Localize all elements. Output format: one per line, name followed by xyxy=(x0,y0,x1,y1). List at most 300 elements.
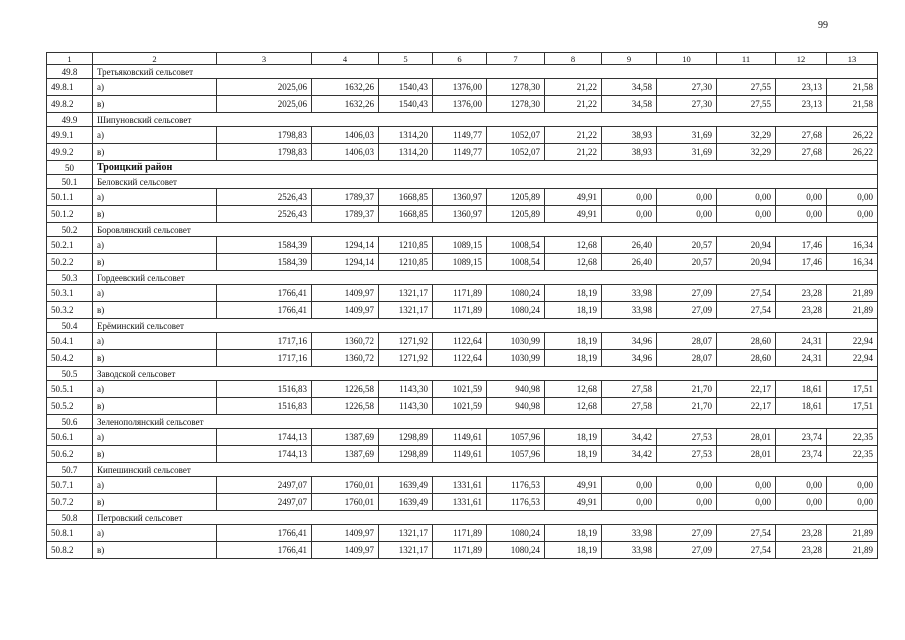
section-row xyxy=(47,463,878,477)
value-cell: 1122,64 xyxy=(433,333,487,350)
value-cell: 1360,97 xyxy=(433,206,487,223)
value-cell: 1766,41 xyxy=(217,525,312,542)
value-cell: 31,69 xyxy=(657,127,717,144)
value-cell: 18,19 xyxy=(545,350,602,367)
table-row xyxy=(47,477,878,494)
table-row xyxy=(47,127,878,144)
row-label: а) xyxy=(93,429,217,446)
value-cell: 0,00 xyxy=(657,206,717,223)
table-row xyxy=(47,542,878,559)
value-cell: 23,28 xyxy=(776,542,827,559)
value-cell: 2497,07 xyxy=(217,477,312,494)
value-cell: 1271,92 xyxy=(379,350,433,367)
value-cell: 1089,15 xyxy=(433,254,487,271)
table-row xyxy=(47,446,878,463)
value-cell: 22,17 xyxy=(717,398,776,415)
table-row xyxy=(47,398,878,415)
value-cell: 1057,96 xyxy=(487,429,545,446)
value-cell: 1176,53 xyxy=(487,477,545,494)
value-cell: 1331,61 xyxy=(433,477,487,494)
value-cell: 1143,30 xyxy=(379,398,433,415)
value-cell: 18,19 xyxy=(545,302,602,319)
value-cell: 33,98 xyxy=(602,285,657,302)
row-code: 50.5.1 xyxy=(47,381,93,398)
value-cell: 1080,24 xyxy=(487,285,545,302)
value-cell: 27,30 xyxy=(657,96,717,113)
row-label: в) xyxy=(93,254,217,271)
section-code: 50.3 xyxy=(47,271,93,285)
value-cell: 18,19 xyxy=(545,285,602,302)
value-cell: 1321,17 xyxy=(379,525,433,542)
table-row xyxy=(47,237,878,254)
value-cell: 32,29 xyxy=(717,127,776,144)
value-cell: 38,93 xyxy=(602,144,657,161)
column-header: 5 xyxy=(379,53,433,65)
row-label: в) xyxy=(93,350,217,367)
value-cell: 2526,43 xyxy=(217,189,312,206)
table-row xyxy=(47,254,878,271)
value-cell: 22,17 xyxy=(717,381,776,398)
value-cell: 1409,97 xyxy=(312,525,379,542)
section-row xyxy=(47,65,878,79)
value-cell: 0,00 xyxy=(717,189,776,206)
row-label: в) xyxy=(93,494,217,511)
value-cell: 12,68 xyxy=(545,398,602,415)
row-code: 50.3.2 xyxy=(47,302,93,319)
row-code: 50.4.2 xyxy=(47,350,93,367)
value-cell: 21,58 xyxy=(827,96,878,113)
value-cell: 12,68 xyxy=(545,254,602,271)
value-cell: 1057,96 xyxy=(487,446,545,463)
value-cell: 27,09 xyxy=(657,525,717,542)
value-cell: 28,01 xyxy=(717,446,776,463)
value-cell: 0,00 xyxy=(827,477,878,494)
row-label: в) xyxy=(93,542,217,559)
value-cell: 23,13 xyxy=(776,96,827,113)
value-cell: 0,00 xyxy=(602,206,657,223)
value-cell: 27,68 xyxy=(776,127,827,144)
value-cell: 17,51 xyxy=(827,398,878,415)
value-cell: 16,34 xyxy=(827,254,878,271)
value-cell: 28,07 xyxy=(657,350,717,367)
value-cell: 1278,30 xyxy=(487,79,545,96)
table-row xyxy=(47,350,878,367)
value-cell: 20,57 xyxy=(657,237,717,254)
value-cell: 1021,59 xyxy=(433,381,487,398)
value-cell: 2497,07 xyxy=(217,494,312,511)
row-label: в) xyxy=(93,144,217,161)
row-label: а) xyxy=(93,127,217,144)
value-cell: 27,09 xyxy=(657,542,717,559)
value-cell: 28,60 xyxy=(717,350,776,367)
row-label: в) xyxy=(93,206,217,223)
section-code: 50.4 xyxy=(47,319,93,333)
row-code: 49.9.2 xyxy=(47,144,93,161)
value-cell: 1171,89 xyxy=(433,285,487,302)
section-code: 50.2 xyxy=(47,223,93,237)
table-row xyxy=(47,525,878,542)
column-header: 11 xyxy=(717,53,776,65)
value-cell: 33,98 xyxy=(602,542,657,559)
column-header: 9 xyxy=(602,53,657,65)
row-label: а) xyxy=(93,333,217,350)
table-row xyxy=(47,206,878,223)
value-cell: 1210,85 xyxy=(379,237,433,254)
row-code: 50.5.2 xyxy=(47,398,93,415)
row-label: а) xyxy=(93,381,217,398)
value-cell: 1298,89 xyxy=(379,429,433,446)
value-cell: 1149,61 xyxy=(433,429,487,446)
row-code: 50.8.2 xyxy=(47,542,93,559)
section-row xyxy=(47,271,878,285)
section-name: Третьяковский сельсовет xyxy=(93,65,878,79)
section-name: Петровский сельсовет xyxy=(93,511,878,525)
value-cell: 1294,14 xyxy=(312,254,379,271)
value-cell: 1744,13 xyxy=(217,429,312,446)
value-cell: 0,00 xyxy=(776,494,827,511)
value-cell: 1321,17 xyxy=(379,285,433,302)
value-cell: 27,55 xyxy=(717,96,776,113)
value-cell: 21,22 xyxy=(545,144,602,161)
value-cell: 1540,43 xyxy=(379,79,433,96)
value-cell: 1294,14 xyxy=(312,237,379,254)
value-cell: 17,46 xyxy=(776,254,827,271)
header-row xyxy=(47,53,878,65)
section-code: 50 xyxy=(47,161,93,175)
column-header: 8 xyxy=(545,53,602,65)
value-cell: 0,00 xyxy=(776,189,827,206)
value-cell: 17,46 xyxy=(776,237,827,254)
table-row xyxy=(47,429,878,446)
value-cell: 26,22 xyxy=(827,127,878,144)
table-row xyxy=(47,189,878,206)
value-cell: 38,93 xyxy=(602,127,657,144)
value-cell: 23,28 xyxy=(776,302,827,319)
value-cell: 1314,20 xyxy=(379,127,433,144)
value-cell: 18,19 xyxy=(545,542,602,559)
value-cell: 1052,07 xyxy=(487,144,545,161)
value-cell: 1766,41 xyxy=(217,285,312,302)
value-cell: 34,42 xyxy=(602,429,657,446)
value-cell: 0,00 xyxy=(657,494,717,511)
value-cell: 1008,54 xyxy=(487,254,545,271)
value-cell: 1321,17 xyxy=(379,542,433,559)
value-cell: 1584,39 xyxy=(217,237,312,254)
section-code: 50.6 xyxy=(47,415,93,429)
value-cell: 1760,01 xyxy=(312,477,379,494)
value-cell: 1632,26 xyxy=(312,79,379,96)
value-cell: 2025,06 xyxy=(217,96,312,113)
value-cell: 27,09 xyxy=(657,302,717,319)
value-cell: 1584,39 xyxy=(217,254,312,271)
row-code: 50.2.1 xyxy=(47,237,93,254)
value-cell: 1278,30 xyxy=(487,96,545,113)
row-code: 50.7.2 xyxy=(47,494,93,511)
value-cell: 0,00 xyxy=(827,494,878,511)
value-cell: 34,42 xyxy=(602,446,657,463)
value-cell: 1406,03 xyxy=(312,127,379,144)
value-cell: 27,54 xyxy=(717,285,776,302)
value-cell: 0,00 xyxy=(602,477,657,494)
value-cell: 1271,92 xyxy=(379,333,433,350)
table-row xyxy=(47,79,878,96)
row-label: в) xyxy=(93,96,217,113)
value-cell: 28,07 xyxy=(657,333,717,350)
value-cell: 0,00 xyxy=(717,494,776,511)
value-cell: 1298,89 xyxy=(379,446,433,463)
tariff-table xyxy=(46,52,878,559)
value-cell: 1798,83 xyxy=(217,127,312,144)
section-row xyxy=(47,175,878,189)
value-cell: 0,00 xyxy=(717,206,776,223)
value-cell: 1052,07 xyxy=(487,127,545,144)
value-cell: 0,00 xyxy=(657,477,717,494)
value-cell: 1143,30 xyxy=(379,381,433,398)
value-cell: 1021,59 xyxy=(433,398,487,415)
row-code: 50.1.1 xyxy=(47,189,93,206)
section-row xyxy=(47,113,878,127)
value-cell: 23,74 xyxy=(776,446,827,463)
value-cell: 1376,00 xyxy=(433,79,487,96)
section-code: 49.8 xyxy=(47,65,93,79)
value-cell: 49,91 xyxy=(545,494,602,511)
value-cell: 49,91 xyxy=(545,189,602,206)
value-cell: 0,00 xyxy=(827,206,878,223)
value-cell: 21,22 xyxy=(545,127,602,144)
value-cell: 940,98 xyxy=(487,381,545,398)
column-header: 13 xyxy=(827,53,878,65)
value-cell: 1766,41 xyxy=(217,542,312,559)
value-cell: 1171,89 xyxy=(433,302,487,319)
value-cell: 21,22 xyxy=(545,96,602,113)
value-cell: 1360,72 xyxy=(312,333,379,350)
value-cell: 34,58 xyxy=(602,96,657,113)
value-cell: 27,09 xyxy=(657,285,717,302)
value-cell: 0,00 xyxy=(827,189,878,206)
value-cell: 1080,24 xyxy=(487,542,545,559)
value-cell: 18,19 xyxy=(545,333,602,350)
value-cell: 33,98 xyxy=(602,525,657,542)
value-cell: 1387,69 xyxy=(312,446,379,463)
value-cell: 1360,97 xyxy=(433,189,487,206)
district-row xyxy=(47,161,878,175)
column-header: 1 xyxy=(47,53,93,65)
value-cell: 0,00 xyxy=(602,494,657,511)
section-name: Боровлянский сельсовет xyxy=(93,223,878,237)
value-cell: 1205,89 xyxy=(487,189,545,206)
value-cell: 34,96 xyxy=(602,333,657,350)
value-cell: 27,55 xyxy=(717,79,776,96)
value-cell: 1540,43 xyxy=(379,96,433,113)
section-name: Гордеевский сельсовет xyxy=(93,271,878,285)
value-cell: 18,19 xyxy=(545,446,602,463)
row-code: 50.6.2 xyxy=(47,446,93,463)
value-cell: 21,70 xyxy=(657,398,717,415)
value-cell: 23,28 xyxy=(776,285,827,302)
value-cell: 1314,20 xyxy=(379,144,433,161)
value-cell: 27,53 xyxy=(657,446,717,463)
value-cell: 27,58 xyxy=(602,381,657,398)
column-header: 6 xyxy=(433,53,487,65)
value-cell: 21,89 xyxy=(827,285,878,302)
value-cell: 1409,97 xyxy=(312,302,379,319)
value-cell: 23,13 xyxy=(776,79,827,96)
table-row xyxy=(47,285,878,302)
value-cell: 1205,89 xyxy=(487,206,545,223)
section-code: 49.9 xyxy=(47,113,93,127)
value-cell: 26,22 xyxy=(827,144,878,161)
value-cell: 1516,83 xyxy=(217,398,312,415)
column-header: 10 xyxy=(657,53,717,65)
row-code: 50.3.1 xyxy=(47,285,93,302)
value-cell: 27,54 xyxy=(717,542,776,559)
value-cell: 26,40 xyxy=(602,237,657,254)
row-code: 50.6.1 xyxy=(47,429,93,446)
value-cell: 22,35 xyxy=(827,446,878,463)
value-cell: 32,29 xyxy=(717,144,776,161)
value-cell: 16,34 xyxy=(827,237,878,254)
table-body xyxy=(47,53,878,559)
value-cell: 1331,61 xyxy=(433,494,487,511)
row-label: в) xyxy=(93,302,217,319)
row-code: 49.8.2 xyxy=(47,96,93,113)
value-cell: 1406,03 xyxy=(312,144,379,161)
row-label: а) xyxy=(93,525,217,542)
value-cell: 34,58 xyxy=(602,79,657,96)
row-label: а) xyxy=(93,477,217,494)
value-cell: 12,68 xyxy=(545,237,602,254)
value-cell: 0,00 xyxy=(776,477,827,494)
section-code: 50.7 xyxy=(47,463,93,477)
value-cell: 24,31 xyxy=(776,333,827,350)
value-cell: 1717,16 xyxy=(217,350,312,367)
value-cell: 33,98 xyxy=(602,302,657,319)
section-row xyxy=(47,415,878,429)
value-cell: 21,58 xyxy=(827,79,878,96)
value-cell: 0,00 xyxy=(657,189,717,206)
value-cell: 27,54 xyxy=(717,302,776,319)
value-cell: 27,68 xyxy=(776,144,827,161)
value-cell: 21,22 xyxy=(545,79,602,96)
page-number: 99 xyxy=(818,20,828,31)
value-cell: 21,89 xyxy=(827,542,878,559)
value-cell: 1639,49 xyxy=(379,477,433,494)
value-cell: 1122,64 xyxy=(433,350,487,367)
value-cell: 1789,37 xyxy=(312,189,379,206)
value-cell: 1149,77 xyxy=(433,144,487,161)
section-name: Кипешинский сельсовет xyxy=(93,463,878,477)
value-cell: 1766,41 xyxy=(217,302,312,319)
value-cell: 1149,77 xyxy=(433,127,487,144)
section-row xyxy=(47,511,878,525)
value-cell: 12,68 xyxy=(545,381,602,398)
value-cell: 1008,54 xyxy=(487,237,545,254)
section-name: Ерёминский сельсовет xyxy=(93,319,878,333)
value-cell: 2526,43 xyxy=(217,206,312,223)
value-cell: 18,61 xyxy=(776,381,827,398)
section-row xyxy=(47,223,878,237)
section-name: Шипуновский сельсовет xyxy=(93,113,878,127)
value-cell: 1387,69 xyxy=(312,429,379,446)
table-row xyxy=(47,144,878,161)
value-cell: 27,53 xyxy=(657,429,717,446)
table-row xyxy=(47,381,878,398)
value-cell: 1149,61 xyxy=(433,446,487,463)
section-code: 50.1 xyxy=(47,175,93,189)
value-cell: 1789,37 xyxy=(312,206,379,223)
row-code: 49.9.1 xyxy=(47,127,93,144)
section-name: Заводской сельсовет xyxy=(93,367,878,381)
section-name: Зеленополянский сельсовет xyxy=(93,415,878,429)
value-cell: 31,69 xyxy=(657,144,717,161)
value-cell: 1409,97 xyxy=(312,542,379,559)
value-cell: 1030,99 xyxy=(487,350,545,367)
value-cell: 1668,85 xyxy=(379,206,433,223)
row-label: а) xyxy=(93,237,217,254)
table-row xyxy=(47,333,878,350)
value-cell: 18,61 xyxy=(776,398,827,415)
value-cell: 1632,26 xyxy=(312,96,379,113)
table-row xyxy=(47,494,878,511)
row-code: 50.1.2 xyxy=(47,206,93,223)
section-code: 50.8 xyxy=(47,511,93,525)
column-header: 12 xyxy=(776,53,827,65)
value-cell: 1210,85 xyxy=(379,254,433,271)
row-code: 50.4.1 xyxy=(47,333,93,350)
value-cell: 1639,49 xyxy=(379,494,433,511)
row-code: 50.7.1 xyxy=(47,477,93,494)
value-cell: 20,57 xyxy=(657,254,717,271)
value-cell: 27,54 xyxy=(717,525,776,542)
value-cell: 21,89 xyxy=(827,302,878,319)
value-cell: 22,94 xyxy=(827,350,878,367)
row-label: в) xyxy=(93,446,217,463)
value-cell: 1226,58 xyxy=(312,381,379,398)
value-cell: 18,19 xyxy=(545,525,602,542)
column-header: 3 xyxy=(217,53,312,65)
value-cell: 1376,00 xyxy=(433,96,487,113)
value-cell: 1171,89 xyxy=(433,542,487,559)
value-cell: 20,94 xyxy=(717,237,776,254)
section-name: Беловский сельсовет xyxy=(93,175,878,189)
table-row xyxy=(47,302,878,319)
value-cell: 1516,83 xyxy=(217,381,312,398)
value-cell: 49,91 xyxy=(545,477,602,494)
row-code: 50.8.1 xyxy=(47,525,93,542)
value-cell: 1321,17 xyxy=(379,302,433,319)
value-cell: 17,51 xyxy=(827,381,878,398)
row-code: 50.2.2 xyxy=(47,254,93,271)
section-row xyxy=(47,319,878,333)
value-cell: 34,96 xyxy=(602,350,657,367)
value-cell: 1226,58 xyxy=(312,398,379,415)
value-cell: 0,00 xyxy=(776,206,827,223)
value-cell: 2025,06 xyxy=(217,79,312,96)
section-name: Троицкий район xyxy=(93,161,878,175)
row-label: а) xyxy=(93,189,217,206)
section-code: 50.5 xyxy=(47,367,93,381)
value-cell: 20,94 xyxy=(717,254,776,271)
value-cell: 21,70 xyxy=(657,381,717,398)
value-cell: 1080,24 xyxy=(487,525,545,542)
value-cell: 0,00 xyxy=(717,477,776,494)
row-label: а) xyxy=(93,79,217,96)
row-label: а) xyxy=(93,285,217,302)
value-cell: 24,31 xyxy=(776,350,827,367)
value-cell: 26,40 xyxy=(602,254,657,271)
value-cell: 18,19 xyxy=(545,429,602,446)
column-header: 4 xyxy=(312,53,379,65)
